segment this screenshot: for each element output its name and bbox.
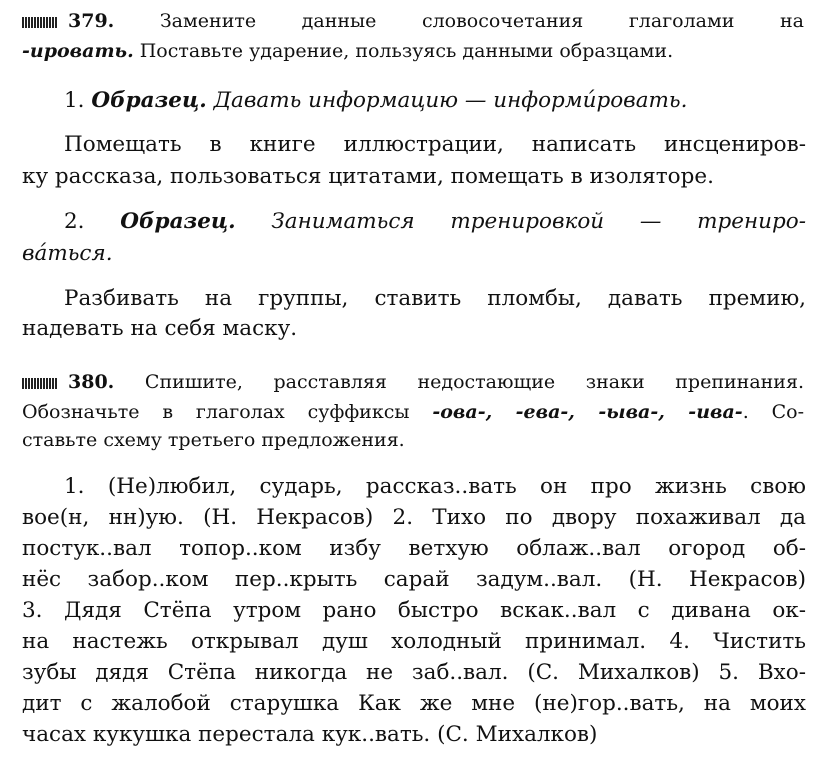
ex380-instruction-1: Спишите, расставляя недостающие знаки препинания. — [114, 371, 804, 393]
ex379-number: 379. — [68, 10, 115, 32]
ex379-instruction-1: Замените данные словосочетания глаголами на — [159, 10, 804, 32]
ex379-task2-text-1: Разбивать на группы, ставить пломбы, давать премию, — [64, 286, 806, 311]
task2-label: Образец. — [120, 209, 236, 234]
task2-number: 2. — [64, 209, 121, 234]
ex380-text-line: вое(н, нн)ую. (Н. Некрасов) 2. Тихо по двору похаживал да — [22, 505, 806, 530]
ex380-text-line: зубы дядя Стёпа никогда не заб..вал. (С. Михалков) 5. Вхо- — [22, 660, 806, 685]
ex380-text-line: постук..вал топор..ком избу ветхую облаж..вал огород об- — [22, 536, 806, 561]
ex379-heading-line1 — [22, 12, 804, 31]
ex380-heading-line1 — [22, 373, 804, 392]
ex380-text-line: дит с жалобой старушка Как же мне (не)гор..вать, на моих — [22, 691, 806, 716]
ex379-task2-text-2: надевать на себя маску. — [22, 316, 298, 341]
exercise-marker-icon — [22, 17, 58, 28]
ex380-text-line: 3. Дядя Стёпа утром рано быстро вскак..вал с дивана ок- — [22, 598, 806, 623]
ex380-text-line: на настежь открывал душ холодный принимал. 4. Чистить — [22, 629, 806, 654]
task1-number: 1. — [64, 88, 92, 113]
task1-sample: Давать информацию — информи́ровать. — [206, 88, 688, 113]
ex380-text-line: нёс забор..ком пер..крыть сарай задум..вал. (Н. Некрасов) — [22, 567, 806, 592]
ex379-task1-sample — [64, 90, 687, 112]
ex380-instruction-2: Обозначьте в глаголах суффиксы — [22, 401, 433, 423]
ex379-task2-sample-end: ва́ться. — [22, 241, 113, 266]
ex380-instruction-2b: . Со- — [742, 401, 804, 423]
task2-sample: Заниматься тренировкой — трениро- — [235, 209, 806, 234]
exercise-marker-icon — [22, 378, 58, 389]
ex380-text-line: 1. (Не)любил, сударь, рассказ..вать он про жизнь свою — [64, 474, 806, 499]
ex380-heading-line3: ставьте схему третьего предложения. — [22, 429, 405, 451]
ex379-task1-text-1: Помещать в книге иллюстрации, написать инсцениров- — [64, 132, 806, 157]
task1-label: Образец. — [91, 88, 207, 113]
ex380-suffixes: -ова-, -ева-, -ыва-, -ива- — [432, 401, 743, 423]
ex380-number: 380. — [68, 371, 115, 393]
ex379-task2-sample — [64, 211, 806, 233]
ex380-text-line: часах кукушка перестала кук..вать. (С. Михалков) — [22, 722, 598, 747]
ex380-heading-line2 — [22, 403, 804, 422]
ex379-task1-text-2: ку рассказа, пользоваться цитатами, помещать в изоляторе. — [22, 164, 714, 189]
ex379-heading-line2 — [22, 42, 673, 61]
ex379-suffix: -ировать. — [22, 40, 134, 62]
ex379-instruction-2: Поставьте ударение, пользуясь данными образцами. — [133, 40, 674, 62]
